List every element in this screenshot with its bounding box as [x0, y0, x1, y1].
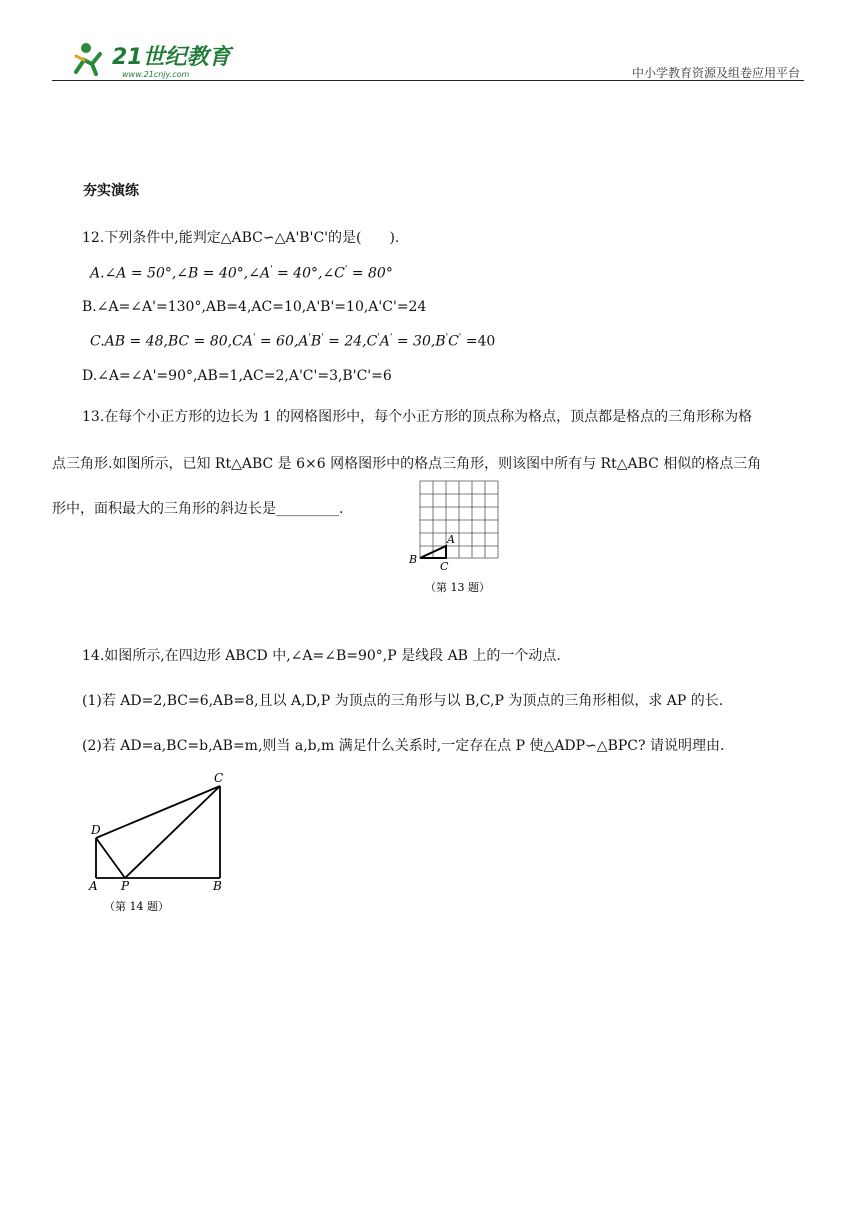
q12-option-c-part: = 24,C: [323, 333, 378, 350]
q13-grid-figure: [405, 478, 515, 598]
logo-url: www.21cnjy.com: [122, 70, 190, 79]
label-c: C: [214, 771, 224, 785]
section-title: 夯实演练: [83, 183, 139, 199]
logo-text: 21世纪教育: [112, 45, 231, 70]
q12-option-d: D.∠A=∠A'=90°,AB=1,AC=2,A'C'=3,B'C'=6: [82, 368, 392, 384]
prime-mark: ': [389, 333, 393, 343]
q12-option-a-part: = 80°: [347, 265, 393, 282]
label-p: P: [121, 879, 130, 893]
q12-option-c-part: A: [379, 333, 390, 350]
q12-option-c-part: C.AB = 48,BC = 80,CA: [90, 333, 253, 350]
prime-mark: ': [377, 333, 380, 343]
q12-option-a-part: A.∠A = 50°,∠B = 40°,∠A: [90, 265, 271, 282]
q12-option-c-part: = 30,B: [392, 333, 446, 350]
header-tagline: 中小学教育资源及组卷应用平台: [631, 66, 800, 80]
q12-option-c-part: = 60,A: [255, 333, 309, 350]
q12-stem: 12.下列条件中,能判定△ABC∽△A'B'C'的是( ).: [82, 230, 400, 246]
page-header: [52, 34, 804, 82]
label-d: D: [91, 823, 101, 837]
label-b: B: [213, 879, 222, 893]
q14-part-2: (2)若 AD=a,BC=b,AB=m,则当 a,b,m 满足什么关系时,一定存在点 P 使△ADP∽△BPC? 请说明理由.: [82, 738, 725, 754]
prime-mark: ': [308, 333, 311, 343]
q13-line-2: 点三角形.如图所示，已知 Rt△ABC 是 6×6 网格图形中的格点三角形，则该图中所有与 Rt△ABC 相似的格点三角: [52, 456, 762, 472]
q12-option-b: B.∠A=∠A'=130°,AB=4,AC=10,A'B'=10,A'C'=24: [82, 299, 427, 315]
prime-mark: ': [445, 333, 449, 343]
prime-mark: ': [252, 333, 256, 343]
q12-option-c-part: C: [448, 333, 459, 350]
grid-lines: [420, 481, 498, 558]
q12-option-a: [90, 265, 393, 282]
label-c: C: [440, 560, 449, 573]
q12-option-c-part: =40: [461, 333, 496, 350]
label-a: A: [89, 879, 98, 893]
quadrilateral-lines: [96, 786, 220, 878]
header-divider: [52, 80, 804, 81]
q14-stem: 14.如图所示,在四边形 ABCD 中,∠A=∠B=90°,P 是线段 AB 上的一个动点.: [82, 648, 561, 664]
q13-line-1: 13.在每个小正方形的边长为 1 的网格图形中，每个小正方形的顶点称为格点，顶点都是格点的三角形称为格: [82, 409, 753, 425]
q12-option-c-part: B: [310, 333, 322, 350]
q13-caption: （第 13 题）: [425, 581, 490, 594]
q13-line-3: 形中，面积最大的三角形的斜边长是_________.: [52, 501, 344, 517]
q14-caption: （第 14 题）: [104, 900, 169, 913]
q12-option-c: [90, 333, 495, 350]
logo: [62, 38, 282, 80]
prime-mark: ': [458, 333, 462, 343]
label-b: B: [409, 553, 418, 566]
label-a: A: [447, 533, 455, 546]
q14-quadrilateral-figure: [82, 766, 242, 916]
prime-mark: ': [321, 333, 324, 343]
q14-part-1: (1)若 AD=2,BC=6,AB=8,且以 A,D,P 为顶点的三角形与以 B,C,P 为顶点的三角形相似，求 AP 的长.: [82, 693, 724, 709]
prime-mark: ': [344, 265, 348, 275]
q12-option-a-part: = 40°,∠C: [272, 265, 345, 282]
prime-mark: ': [270, 265, 273, 275]
